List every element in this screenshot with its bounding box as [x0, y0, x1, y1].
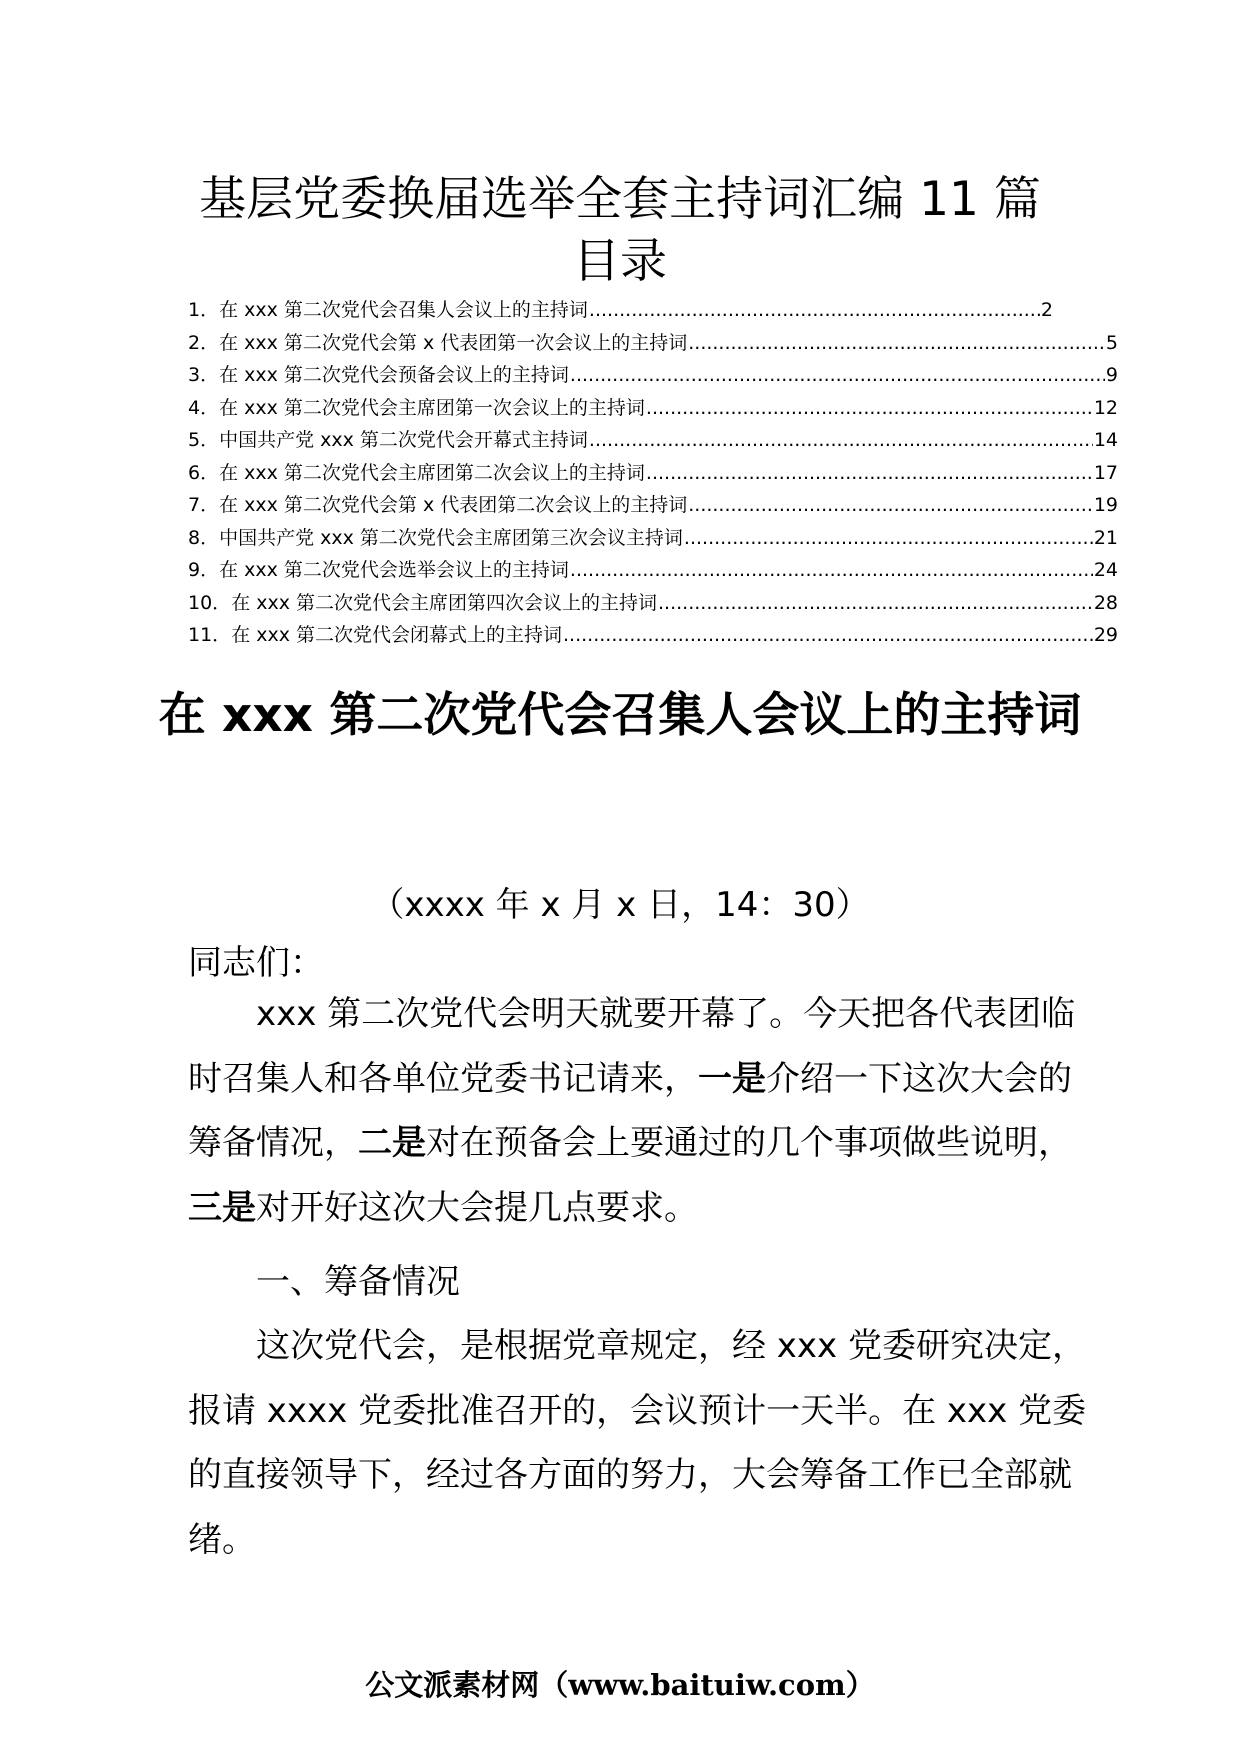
toc-item[interactable] [188, 489, 1118, 522]
meeting-date: （xxxx 年 x 月 x 日，14：30） [370, 885, 870, 925]
toc-item-page: 2 [1040, 299, 1053, 321]
toc-item[interactable] [188, 554, 1118, 587]
toc-item-title: 在 xxx 第二次党代会主席团第一次会议上的主持词 [219, 396, 645, 419]
toc-item-page: 12 [1093, 396, 1118, 419]
intro-text-d: 对在预备会上要通过的几个事项做些说明， [426, 1123, 1072, 1163]
toc-item[interactable] [188, 294, 1053, 327]
intro-paragraph [188, 982, 1098, 1240]
toc-heading: 目录 [573, 234, 667, 289]
toc-item-page: 24 [1093, 559, 1118, 581]
toc-item-page: 5 [1105, 331, 1118, 354]
toc-item-number: 6． [188, 461, 220, 484]
section-title: 在 xxx 第二次党代会召集人会议上的主持词 [158, 688, 1082, 743]
toc-item-page: 28 [1093, 591, 1118, 614]
toc-item-title: 中国共产党 xxx 第二次党代会开幕式主持词 [219, 429, 588, 451]
intro-text-a: xxx 第二次党代会明天就要开幕了。今天把各代表团临时召集人和各单位党委书记请来， [188, 994, 1076, 1099]
toc-item-page: 9 [1105, 364, 1118, 386]
emphasis-second: 二是 [358, 1123, 426, 1163]
toc-dot-leader [646, 392, 1093, 425]
toc-item-page: 21 [1093, 526, 1118, 549]
toc-item-number: 3． [188, 364, 220, 386]
toc-dot-leader [589, 294, 1040, 327]
toc-dot-leader [646, 457, 1093, 490]
toc-item-page: 14 [1093, 429, 1118, 451]
toc-item-number: 9． [188, 559, 220, 581]
toc-item[interactable] [188, 327, 1118, 360]
emphasis-first: 一是 [698, 1058, 766, 1099]
toc-item-title: 在 xxx 第二次党代会预备会议上的主持词 [219, 364, 569, 386]
document-title: 基层党委换届选举全套主持词汇编 11 篇 [199, 172, 1041, 227]
toc-item[interactable] [188, 392, 1118, 425]
intro-text-e: 对开好这次大会提几点要求。 [256, 1187, 698, 1228]
toc-item-title: 在 xxx 第二次党代会主席团第二次会议上的主持词 [219, 461, 645, 484]
toc-item-number: 4． [188, 396, 220, 419]
toc-item-number: 8． [188, 526, 220, 549]
toc-item-title: 在 xxx 第二次党代会主席团第四次会议上的主持词 [231, 591, 658, 614]
toc-item-title: 中国共产党 xxx 第二次党代会主席团第三次会议主持词 [219, 526, 683, 549]
toc-dot-leader [684, 522, 1093, 555]
toc-item[interactable] [188, 522, 1118, 555]
toc-item-title: 在 xxx 第二次党代会选举会议上的主持词 [219, 559, 569, 581]
toc-item-number: 5． [188, 429, 220, 451]
toc-item[interactable] [188, 359, 1118, 392]
toc-item-number: 11． [188, 624, 232, 646]
toc-dot-leader [570, 554, 1093, 587]
toc-item[interactable] [188, 619, 1118, 652]
toc-item-title: 在 xxx 第二次党代会第 x 代表团第二次会议上的主持词 [219, 494, 688, 516]
footer-source: 公文派素材网（www.baituiw.com） [365, 1668, 875, 1702]
toc-item-page: 19 [1093, 494, 1118, 516]
toc-item-number: 1． [188, 299, 220, 321]
toc-dot-leader [563, 619, 1093, 652]
toc-item-number: 7． [188, 494, 220, 516]
greeting: 同志们： [188, 943, 324, 983]
toc-item-title: 在 xxx 第二次党代会闭幕式上的主持词 [231, 624, 562, 646]
intro-text-c: 介绍一下这次大会的筹备情况， [188, 1058, 1072, 1163]
toc-dot-leader [589, 424, 1093, 457]
toc-item[interactable] [188, 457, 1118, 490]
table-of-contents [188, 294, 1118, 652]
subheading-preparation: 一、筹备情况 [256, 1262, 460, 1302]
toc-item-number: 10． [188, 591, 232, 614]
toc-item-title: 在 xxx 第二次党代会召集人会议上的主持词 [219, 299, 588, 321]
toc-dot-leader [658, 587, 1093, 620]
toc-item[interactable] [188, 587, 1118, 620]
toc-item-number: 2． [188, 331, 220, 354]
toc-dot-leader [570, 359, 1105, 392]
preparation-paragraph: 这次党代会，是根据党章规定，经 xxx 党委研究决定，报请 xxxx 党委批准召开的，会议预计一天半。在 xxx 党委的直接领导下，经过各方面的努力，大会筹备工作已全部就绪。 [188, 1326, 1087, 1560]
toc-item-page: 17 [1093, 461, 1118, 484]
toc-item-page: 29 [1093, 624, 1118, 646]
toc-item-title: 在 xxx 第二次党代会第 x 代表团第一次会议上的主持词 [219, 331, 688, 354]
toc-dot-leader [688, 489, 1093, 522]
toc-item[interactable] [188, 424, 1118, 457]
toc-dot-leader [688, 327, 1105, 360]
emphasis-third: 三是 [188, 1187, 256, 1228]
